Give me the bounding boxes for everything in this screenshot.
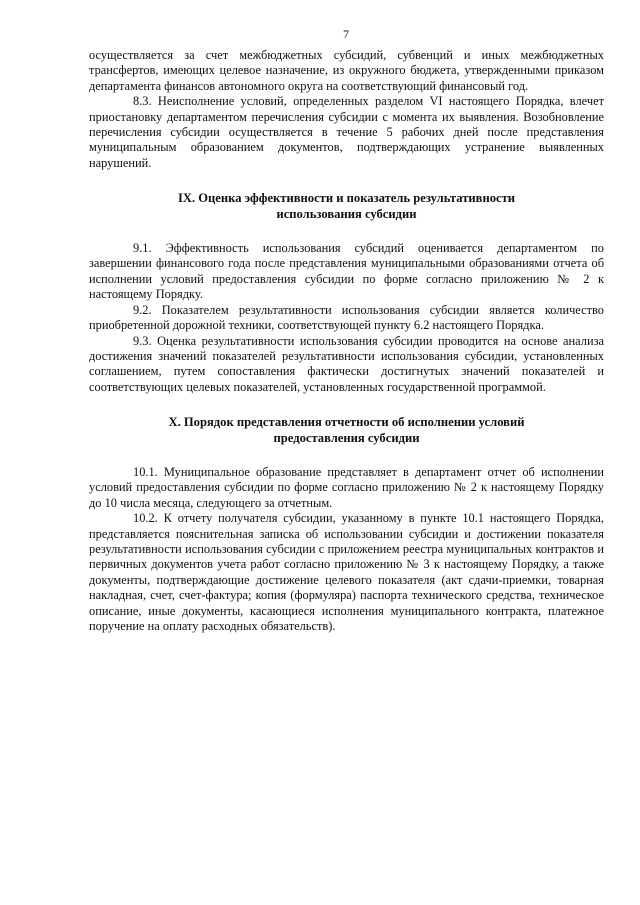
page-number: 7 bbox=[343, 27, 349, 41]
paragraph-10-1: 10.1. Муниципальное образование представляет в департамент отчет об исполнении условий предоставления субсидии по форме согласно приложению № 2 к настоящему Порядку до 10 числа месяца, следующего за отчетным. bbox=[89, 464, 604, 510]
section-9-heading bbox=[89, 191, 604, 222]
paragraph-10-2: 10.2. К отчету получателя субсидии, указанному в пункте 10.1 настоящего Порядка, представляется пояснительная записка об использовании субсидии и достижении показателя результативности использования субсидии с приложением реестра муниципальных контрактов и первичных документов учета работ согласно приложению № 3 к настоящему Порядку, а также документы, подтверждающие достижение целевого показателя (акт сдачи-приемки, товарная накладная, счет, счет-фактура; копия (формуляра) паспорта технического средства, техническое описание, иные документы, касающиеся исполнения муниципального контракта, платежное поручение на оплату расходных обязательств). bbox=[89, 511, 604, 633]
paragraph-9-2: 9.2. Показателем результативности использования субсидии является количество приобретенной дорожной техники, соответствующей пункту 6.2 настоящего Порядка. bbox=[89, 302, 604, 333]
paragraph-9-3: 9.3. Оценка результативности использования субсидии проводится на основе анализа достижения значений показателей результативности использования субсидии, установленных соглашением, путем сопоставления фактически достигнутых значений показателей и соответствующих целевых показателей, установленных государственной программой. bbox=[89, 333, 604, 394]
section-10-heading-line-1: X. Порядок представления отчетности об исполнении условий bbox=[168, 415, 525, 430]
section-9-heading-line-2: использования субсидии bbox=[276, 206, 417, 221]
paragraph-9-1: 9.1. Эффективность использования субсидий оценивается департаментом по завершении финансового года после представления муниципальными образованиями отчета об исполнении условий предоставления субсидии по форме согласно приложению № 2 к настоящему Порядку. bbox=[89, 241, 604, 302]
section-10-heading bbox=[89, 415, 604, 446]
paragraph-continuation: осуществляется за счет межбюджетных субсидий, субвенций и иных межбюджетных трансфертов, имеющих целевое назначение, из окружного бюджета, утвержденными приказом департамента финансов автономного округа на соответствующий финансовый год. bbox=[89, 48, 604, 93]
paragraph-8-3: 8.3. Неисполнение условий, определенных разделом VI настоящего Порядка, влечет приостановку департаментом перечисления субсидии с момента их выявления. Возобновление перечисления субсидии осуществляется в течение 5 рабочих дней после представления муниципальным образованием документов, подтверждающих устранение выявленных нарушений. bbox=[89, 94, 604, 170]
section-9-heading-line-1: IX. Оценка эффективности и показатель результативности bbox=[177, 191, 516, 206]
document-body bbox=[89, 48, 604, 634]
section-10-heading-line-2: предоставления субсидии bbox=[273, 430, 420, 445]
